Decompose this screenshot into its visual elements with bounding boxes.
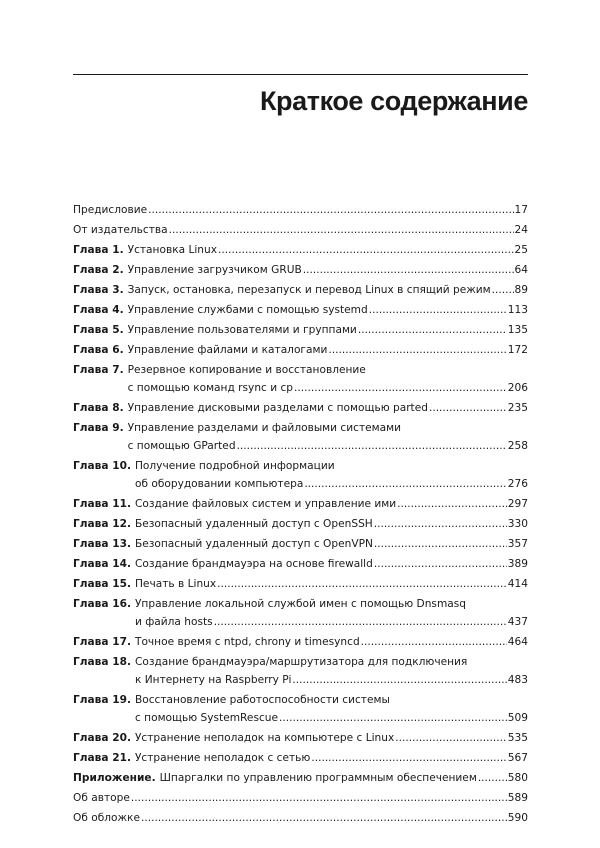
toc-entry-body — [160, 769, 528, 787]
toc-entry-label: Глава 17. — [73, 636, 131, 648]
toc-entry-label: Глава 21. — [73, 752, 131, 764]
toc-entry-page-number: 89 — [514, 284, 528, 296]
toc-entry-page-number: 509 — [507, 712, 528, 724]
toc-entry[interactable] — [73, 789, 528, 807]
toc-entry-title-line: Об обложке — [73, 812, 140, 824]
dot-leader — [237, 437, 507, 455]
toc-entry-label: Глава 6. — [73, 344, 124, 356]
dot-leader — [395, 729, 507, 747]
toc-entry-label: Глава 15. — [73, 578, 131, 590]
toc-entry-body — [135, 653, 528, 689]
toc-entry[interactable] — [73, 535, 528, 553]
toc-entry[interactable] — [73, 201, 528, 219]
toc-entry-page-number: 235 — [507, 402, 528, 414]
dot-leader — [304, 475, 506, 493]
toc-entry[interactable] — [73, 633, 528, 651]
toc-entry-page-number: 357 — [507, 538, 528, 550]
toc-entry-title-line: Безопасный удаленный доступ с OpenSSH — [134, 518, 373, 530]
toc-entry-body — [135, 495, 528, 513]
dot-leader — [279, 709, 507, 727]
toc-entry[interactable] — [73, 341, 528, 359]
toc-entry-page-number: 437 — [507, 616, 528, 628]
toc-entry-page-number: 483 — [507, 674, 528, 686]
toc-entry-title-line: к Интернету на Raspberry Pi — [134, 674, 292, 686]
toc-entry[interactable] — [73, 653, 528, 689]
toc-entry-title-line: Установка Linux — [127, 244, 218, 256]
toc-entry-label: Глава 10. — [73, 460, 131, 472]
toc-entry[interactable] — [73, 555, 528, 573]
toc-entry-title-line: Печать в Linux — [134, 578, 217, 590]
toc-entry-body — [128, 399, 528, 417]
toc-entry-page-number: 258 — [507, 440, 528, 452]
dot-leader — [214, 613, 507, 631]
toc-entry-page-number: 276 — [507, 478, 528, 490]
toc-entry-title-line: Устранение неполадок на компьютере с Linux — [134, 732, 395, 744]
toc-entry-title-line: Устранение неполадок с сетью — [134, 752, 311, 764]
toc-entry-page-number: 589 — [507, 792, 528, 804]
toc-entry-title-line: Запуск, остановка, перезапуск и перевод Linux в спящий режим — [127, 284, 491, 296]
toc-entry-body — [128, 301, 528, 319]
dot-leader — [217, 575, 507, 593]
toc-entry-title-line: Управление пользователями и группами — [127, 324, 357, 336]
toc-entry-page-number: 113 — [507, 304, 528, 316]
toc-entry-page-number: 535 — [507, 732, 528, 744]
toc-entry-page-number: 567 — [507, 752, 528, 764]
toc-entry-title-line: Восстановление работоспособности системы — [134, 694, 390, 706]
toc-entry-body — [135, 691, 528, 727]
toc-entry-title-line: Шпаргалки по управлению программным обеспечением — [159, 772, 477, 784]
toc-entry-title-line: Безопасный удаленный доступ с OpenVPN — [134, 538, 373, 550]
toc-entry-label: Глава 4. — [73, 304, 124, 316]
toc-entry-body — [128, 341, 528, 359]
toc-entry-body — [135, 457, 528, 493]
toc-entry[interactable] — [73, 361, 528, 397]
toc-entry-title-line: Резервное копирование и восстановление — [127, 364, 366, 376]
dot-leader — [358, 321, 507, 339]
toc-entry[interactable] — [73, 457, 528, 493]
dot-leader — [131, 789, 507, 807]
toc-entry-body — [135, 575, 528, 593]
toc-entry-title-line: Управление локальной службой имен с помощью Dnsmasq — [134, 598, 467, 610]
toc-entry[interactable] — [73, 301, 528, 319]
toc-entry-title-line: Создание брандмауэра/маршрутизатора для подключения — [134, 656, 468, 668]
dot-leader — [374, 555, 507, 573]
toc-entry-page-number: 389 — [507, 558, 528, 570]
dot-leader — [361, 633, 507, 651]
toc-entry-body — [135, 595, 528, 631]
toc-entry-label: Глава 20. — [73, 732, 131, 744]
toc-entry-page-number: 590 — [507, 812, 528, 824]
toc-entry-title-line: Об авторе — [73, 792, 130, 804]
toc-entry-title-line: с помощью SystemRescue — [134, 712, 279, 724]
toc-entry-title-line: и файла hosts — [134, 616, 213, 628]
page-title: Краткое содержание — [259, 86, 528, 116]
toc-entry[interactable] — [73, 281, 528, 299]
dot-leader — [492, 281, 514, 299]
toc-entry-title-line: Получение подробной информации — [134, 460, 335, 472]
dot-leader — [328, 341, 506, 359]
toc-entry[interactable] — [73, 221, 528, 239]
dot-leader — [311, 749, 506, 767]
toc-entry-body — [128, 361, 528, 397]
toc-entry-body — [135, 515, 528, 533]
dot-leader — [292, 671, 506, 689]
toc-entry[interactable] — [73, 241, 528, 259]
toc-entry-page-number: 17 — [514, 204, 528, 216]
header-rule — [73, 74, 528, 75]
toc-entry-label: Глава 11. — [73, 498, 131, 510]
toc-entry-page-number: 135 — [507, 324, 528, 336]
dot-leader — [374, 535, 507, 553]
table-of-contents — [73, 201, 528, 827]
toc-entry-title-line: Управление загрузчиком GRUB — [127, 264, 302, 276]
toc-entry-body — [128, 261, 528, 279]
toc-entry[interactable] — [73, 769, 528, 787]
toc-entry-body — [128, 281, 528, 299]
toc-entry-body — [73, 221, 528, 239]
toc-entry-title-line: об оборудовании компьютера — [134, 478, 304, 490]
toc-entry-body — [135, 555, 528, 573]
toc-entry[interactable] — [73, 749, 528, 767]
toc-entry-label: Глава 19. — [73, 694, 131, 706]
toc-entry-title-line: От издательства — [73, 224, 168, 236]
toc-entry-body — [135, 535, 528, 553]
dot-leader — [294, 379, 507, 397]
toc-entry-body — [128, 419, 528, 455]
toc-entry-page-number: 330 — [507, 518, 528, 530]
toc-entry[interactable] — [73, 575, 528, 593]
dot-leader — [141, 809, 507, 827]
toc-entry-body — [128, 241, 528, 259]
dot-leader — [429, 399, 507, 417]
toc-entry-body — [73, 201, 528, 219]
toc-entry-title-line: Управление службами с помощью systemd — [127, 304, 368, 316]
toc-entry[interactable] — [73, 595, 528, 631]
toc-entry-page-number: 414 — [507, 578, 528, 590]
dot-leader — [478, 769, 507, 787]
toc-entry[interactable] — [73, 419, 528, 455]
toc-entry-label: Глава 5. — [73, 324, 124, 336]
toc-entry-body — [73, 789, 528, 807]
toc-entry-body — [135, 729, 528, 747]
toc-entry-page-number: 24 — [514, 224, 528, 236]
toc-entry-label: Глава 18. — [73, 656, 131, 668]
dot-leader — [397, 495, 507, 513]
dot-leader — [148, 201, 513, 219]
toc-entry-label: Глава 2. — [73, 264, 124, 276]
toc-entry-label: Глава 16. — [73, 598, 131, 610]
toc-entry-label: Приложение. — [73, 772, 156, 784]
toc-entry-page-number: 172 — [507, 344, 528, 356]
toc-entry-body — [135, 749, 528, 767]
toc-entry[interactable] — [73, 261, 528, 279]
toc-entry[interactable] — [73, 691, 528, 727]
toc-entry-label: Глава 1. — [73, 244, 124, 256]
toc-entry-page-number: 297 — [507, 498, 528, 510]
toc-entry-label: Глава 7. — [73, 364, 124, 376]
dot-leader — [218, 241, 514, 259]
toc-entry-page-number: 580 — [507, 772, 528, 784]
toc-entry-page-number: 25 — [514, 244, 528, 256]
toc-entry-body — [128, 321, 528, 339]
toc-entry-title-line: Создание брандмауэра на основе firewalld — [134, 558, 373, 570]
toc-entry-page-number: 206 — [507, 382, 528, 394]
toc-entry-label: Глава 9. — [73, 422, 124, 434]
toc-entry-title-line: Управление дисковыми разделами с помощью parted — [127, 402, 428, 414]
toc-entry-title-line: Управление разделами и файловыми системами — [127, 422, 402, 434]
toc-entry[interactable] — [73, 321, 528, 339]
toc-entry[interactable] — [73, 515, 528, 533]
toc-entry-page-number: 64 — [514, 264, 528, 276]
toc-entry-body — [135, 633, 528, 651]
toc-entry-title-line: Предисловие — [73, 204, 148, 216]
toc-entry-label: Глава 13. — [73, 538, 131, 550]
toc-entry-title-line: Управление файлами и каталогами — [127, 344, 328, 356]
toc-entry[interactable] — [73, 809, 528, 827]
dot-leader — [303, 261, 514, 279]
toc-entry-title-line: с помощью GParted — [127, 440, 236, 452]
toc-entry-title-line: Создание файловых систем и управление ими — [134, 498, 397, 510]
toc-entry-label: Глава 3. — [73, 284, 124, 296]
dot-leader — [169, 221, 514, 239]
toc-entry-title-line: Точное время с ntpd, chrony и timesyncd — [134, 636, 360, 648]
dot-leader — [374, 515, 507, 533]
dot-leader — [369, 301, 507, 319]
toc-entry-label: Глава 14. — [73, 558, 131, 570]
toc-entry-page-number: 464 — [507, 636, 528, 648]
toc-entry-title-line: с помощью команд rsync и cp — [127, 382, 294, 394]
toc-entry[interactable] — [73, 399, 528, 417]
toc-entry-body — [73, 809, 528, 827]
toc-entry-label: Глава 8. — [73, 402, 124, 414]
toc-entry[interactable] — [73, 495, 528, 513]
toc-entry[interactable] — [73, 729, 528, 747]
toc-entry-label: Глава 12. — [73, 518, 131, 530]
